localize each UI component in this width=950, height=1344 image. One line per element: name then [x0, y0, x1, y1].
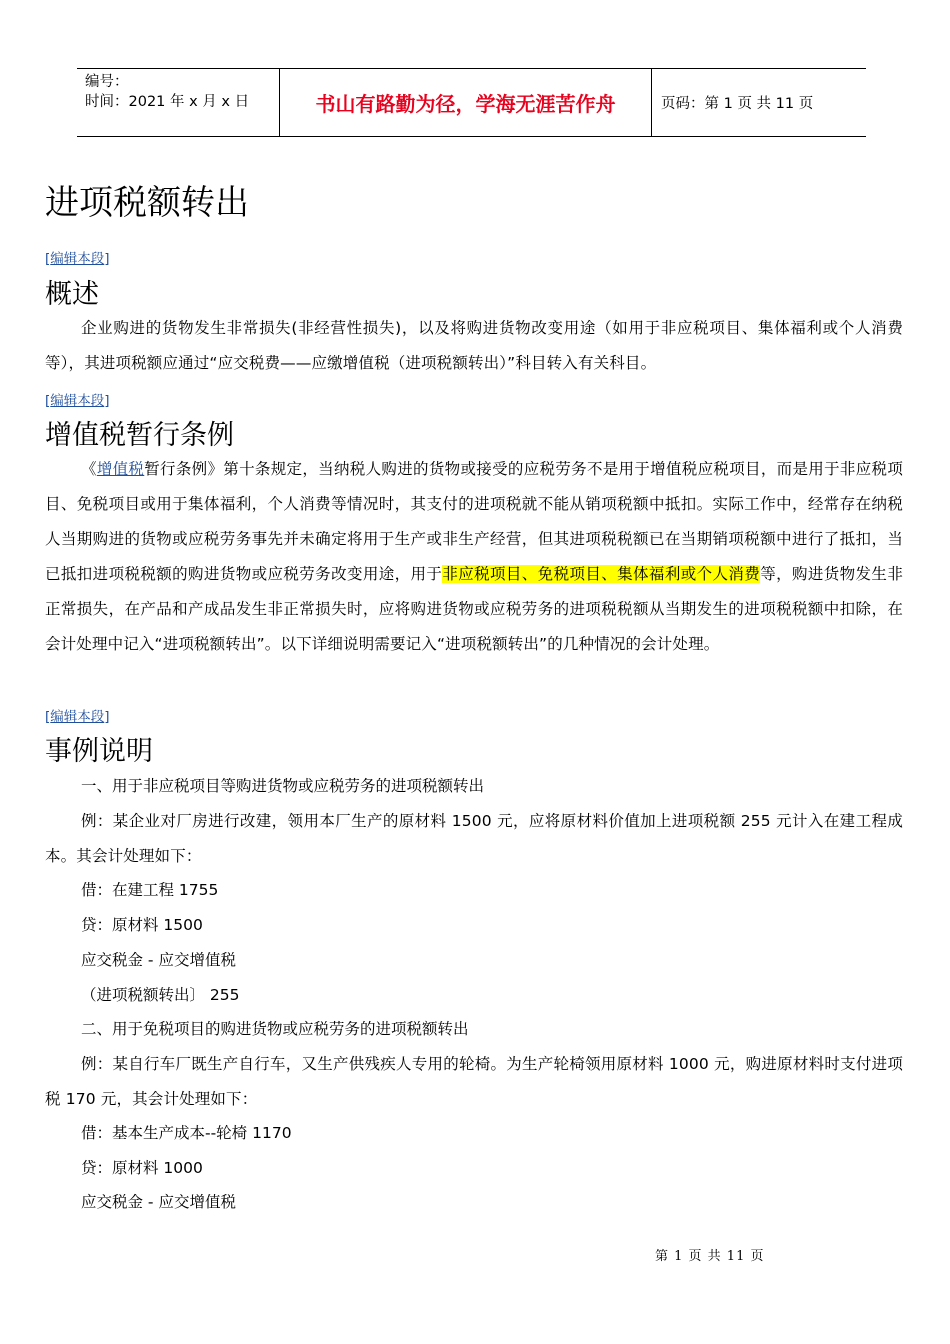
example-item-title: 一、用于非应税项目等购进货物或应税劳务的进项税额转出	[81, 777, 485, 795]
vat-link[interactable]: 增值税	[96, 460, 145, 478]
section-heading-regulation: 增值税暂行条例	[45, 420, 234, 451]
document-title: 进项税额转出	[45, 183, 249, 223]
edit-section-link-overview[interactable]: [编辑本段]	[45, 251, 110, 267]
journal-entry: 应交税金 - 应交增值税	[81, 951, 236, 969]
journal-entry: （进项税额转出〕 255	[81, 986, 240, 1004]
edit-section-link-examples[interactable]: [编辑本段]	[45, 709, 110, 725]
overview-paragraph: 企业购进的货物发生非常损失(非经营性损失)，以及将购进货物改变用途（如用于非应税项目、集体福利或个人消费等），其进项税额应通过“应交税费——应缴增值税（进项税额转出）”科目转入有关科目。	[45, 319, 903, 372]
highlighted-text: 非应税项目、免税项目、集体福利或个人消费	[442, 565, 761, 583]
section-heading-examples: 事例说明	[45, 736, 153, 767]
document-number-label: 编号：	[85, 74, 129, 90]
journal-entry: 应交税金 - 应交增值税	[81, 1193, 236, 1211]
header-page-info: 页码：第 1 页 共 11 页	[661, 96, 814, 112]
edit-link-text[interactable]: 编辑本段	[50, 251, 105, 267]
edit-link-text[interactable]: 编辑本段	[50, 393, 105, 409]
example-paragraph: 例：某企业对厂房进行改建，领用本厂生产的原材料 1500 元，应将原材料价值加上进项税额 255 元计入在建工程成本。其会计处理如下：	[45, 812, 903, 865]
regulation-open-quote: 《	[81, 460, 97, 478]
regulation-text-tail: 等，购进货物发生非正常损失，在产品和产成品发生非正常损失时，应将购进货物或应税劳务的进项税税额从当期发生的进项税税额中扣除，在会计处理中记入“进项税额转出”。以下详细说明需要记入“进项税额转出”的几种情况的会计处理。	[45, 565, 903, 653]
journal-entry: 贷：原材料 1000	[81, 1159, 203, 1177]
journal-entry: 借：基本生产成本--轮椅 1170	[81, 1124, 292, 1142]
example-item-title: 二、用于免税项目的购进货物或应税劳务的进项税额转出	[81, 1020, 469, 1038]
page-footer: 第 1 页 共 11 页	[655, 1249, 765, 1264]
header-motto: 书山有路勤为径，学海无涯苦作舟	[279, 69, 652, 136]
edit-link-text[interactable]: 编辑本段	[50, 709, 105, 725]
edit-section-link-regulation[interactable]: [编辑本段]	[45, 393, 110, 409]
document-header	[77, 68, 866, 137]
regulation-text: 暂行条例》第十条规定，当纳税人购进的货物或接受的应税劳务不是用于增值税应税项目，而是用于非应税项目、免税项目或用于集体福利，个人消费等情况时，其支付的进项税就不能从销项税额中抵扣。实际工作中，经常存在纳税人当期购进的货物或应税劳务事先并未确定将用于生产或非生产经营，但其进项税税额已在当期销项税额中进行了抵扣，当已抵扣进项税税额的购进货物或应税劳务改变用途，用于	[45, 460, 903, 583]
section-heading-overview: 概述	[45, 279, 99, 310]
journal-entry: 贷：原材料 1500	[81, 916, 203, 934]
example-paragraph: 例：某自行车厂既生产自行车，又生产供残疾人专用的轮椅。为生产轮椅领用原材料 1000 元，购进原材料时支付进项税 170 元，其会计处理如下：	[45, 1055, 903, 1108]
document-date-label: 时间：2021 年 x 月 x 日	[85, 94, 250, 110]
header-meta	[77, 69, 279, 136]
journal-entry: 借：在建工程 1755	[81, 881, 219, 899]
regulation-paragraph	[45, 452, 903, 662]
